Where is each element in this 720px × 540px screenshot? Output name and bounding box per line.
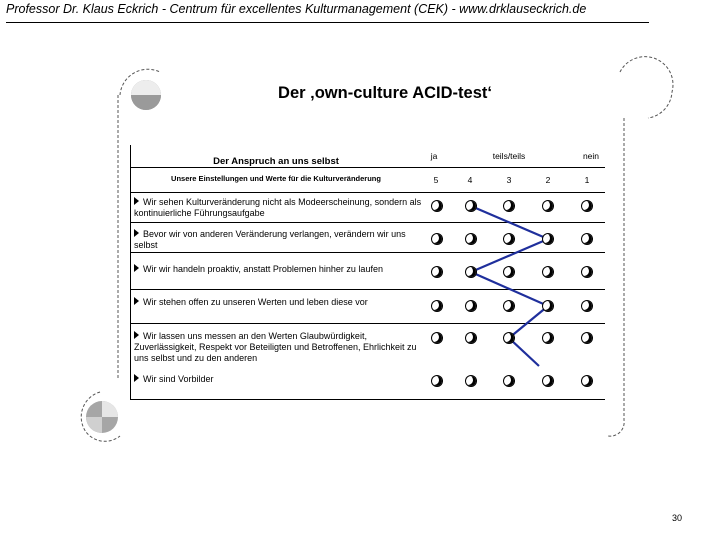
survey-item-text: Wir stehen offen zu unseren Werten und leben diese vor bbox=[143, 297, 368, 307]
survey-item-text: Wir sind Vorbilder bbox=[143, 374, 214, 384]
rating-option-2[interactable] bbox=[543, 267, 553, 277]
rating-option-2[interactable] bbox=[543, 301, 553, 311]
slide-title: Der ‚own-culture ACID-test‘ bbox=[278, 84, 492, 102]
rating-option-1[interactable] bbox=[582, 267, 592, 277]
rating-option-5[interactable] bbox=[432, 376, 442, 386]
survey-item-text: Wir wir handeln proaktiv, anstatt Problemen hinher zu laufen bbox=[143, 264, 383, 274]
survey-item-text: Bevor wir von anderen Veränderung verlangen, verändern wir uns selbst bbox=[134, 229, 406, 250]
rating-option-1[interactable] bbox=[582, 301, 592, 311]
rating-option-2[interactable] bbox=[543, 201, 553, 211]
scale-label-yes: ja bbox=[430, 151, 438, 161]
rating-option-2[interactable] bbox=[543, 234, 553, 244]
scale-number-1: 1 bbox=[584, 175, 590, 185]
rating-option-5[interactable] bbox=[432, 234, 442, 244]
rating-option-3[interactable] bbox=[504, 376, 514, 386]
rating-option-5[interactable] bbox=[432, 333, 442, 343]
scale-number-4: 4 bbox=[467, 175, 473, 185]
scale-number-5: 5 bbox=[433, 175, 439, 185]
rating-option-3[interactable] bbox=[504, 201, 514, 211]
rating-option-4[interactable] bbox=[466, 267, 476, 277]
rating-option-3[interactable] bbox=[504, 301, 514, 311]
scale-label-no: nein bbox=[582, 151, 600, 161]
rating-option-4[interactable] bbox=[466, 201, 476, 211]
rating-option-1[interactable] bbox=[582, 201, 592, 211]
acid-test-survey-table bbox=[130, 145, 605, 400]
rating-option-4[interactable] bbox=[466, 333, 476, 343]
scale-label-partly: teils/teils bbox=[492, 151, 526, 161]
rating-option-1[interactable] bbox=[582, 376, 592, 386]
survey-heading: Der Anspruch an uns selbst bbox=[213, 156, 339, 167]
rating-option-5[interactable] bbox=[432, 201, 442, 211]
rating-option-1[interactable] bbox=[582, 333, 592, 343]
rating-option-5[interactable] bbox=[432, 267, 442, 277]
rating-option-1[interactable] bbox=[582, 234, 592, 244]
presentation-header: Professor Dr. Klaus Eckrich - Centrum für excellentes Kulturmanagement (CEK) - www.drklauseckrich.de bbox=[6, 2, 587, 16]
rating-option-2[interactable] bbox=[543, 376, 553, 386]
rating-option-5[interactable] bbox=[432, 301, 442, 311]
survey-item-text: Wir sehen Kulturveränderung nicht als Modeerscheinung, sondern als kontinuierliche Führungsaufgabe bbox=[134, 197, 422, 218]
rating-profile-line bbox=[131, 145, 605, 399]
rating-option-3[interactable] bbox=[504, 234, 514, 244]
rating-option-4[interactable] bbox=[466, 234, 476, 244]
rating-option-4[interactable] bbox=[466, 376, 476, 386]
survey-item-text: Wir lassen uns messen an den Werten Glaubwürdigkeit, Zuverlässigkeit, Respekt vor Beteiligten und Betroffenen, Ehrlichkeit zu uns selbst und zu den anderen bbox=[134, 331, 417, 363]
rating-option-4[interactable] bbox=[466, 301, 476, 311]
rating-option-3[interactable] bbox=[504, 267, 514, 277]
rating-option-3[interactable] bbox=[504, 333, 514, 343]
rating-option-2[interactable] bbox=[543, 333, 553, 343]
survey-subheading: Unsere Einstellungen und Werte für die Kulturveränderung bbox=[171, 174, 381, 183]
scale-number-2: 2 bbox=[545, 175, 551, 185]
scale-number-3: 3 bbox=[506, 175, 512, 185]
page-number: 30 bbox=[672, 513, 683, 523]
